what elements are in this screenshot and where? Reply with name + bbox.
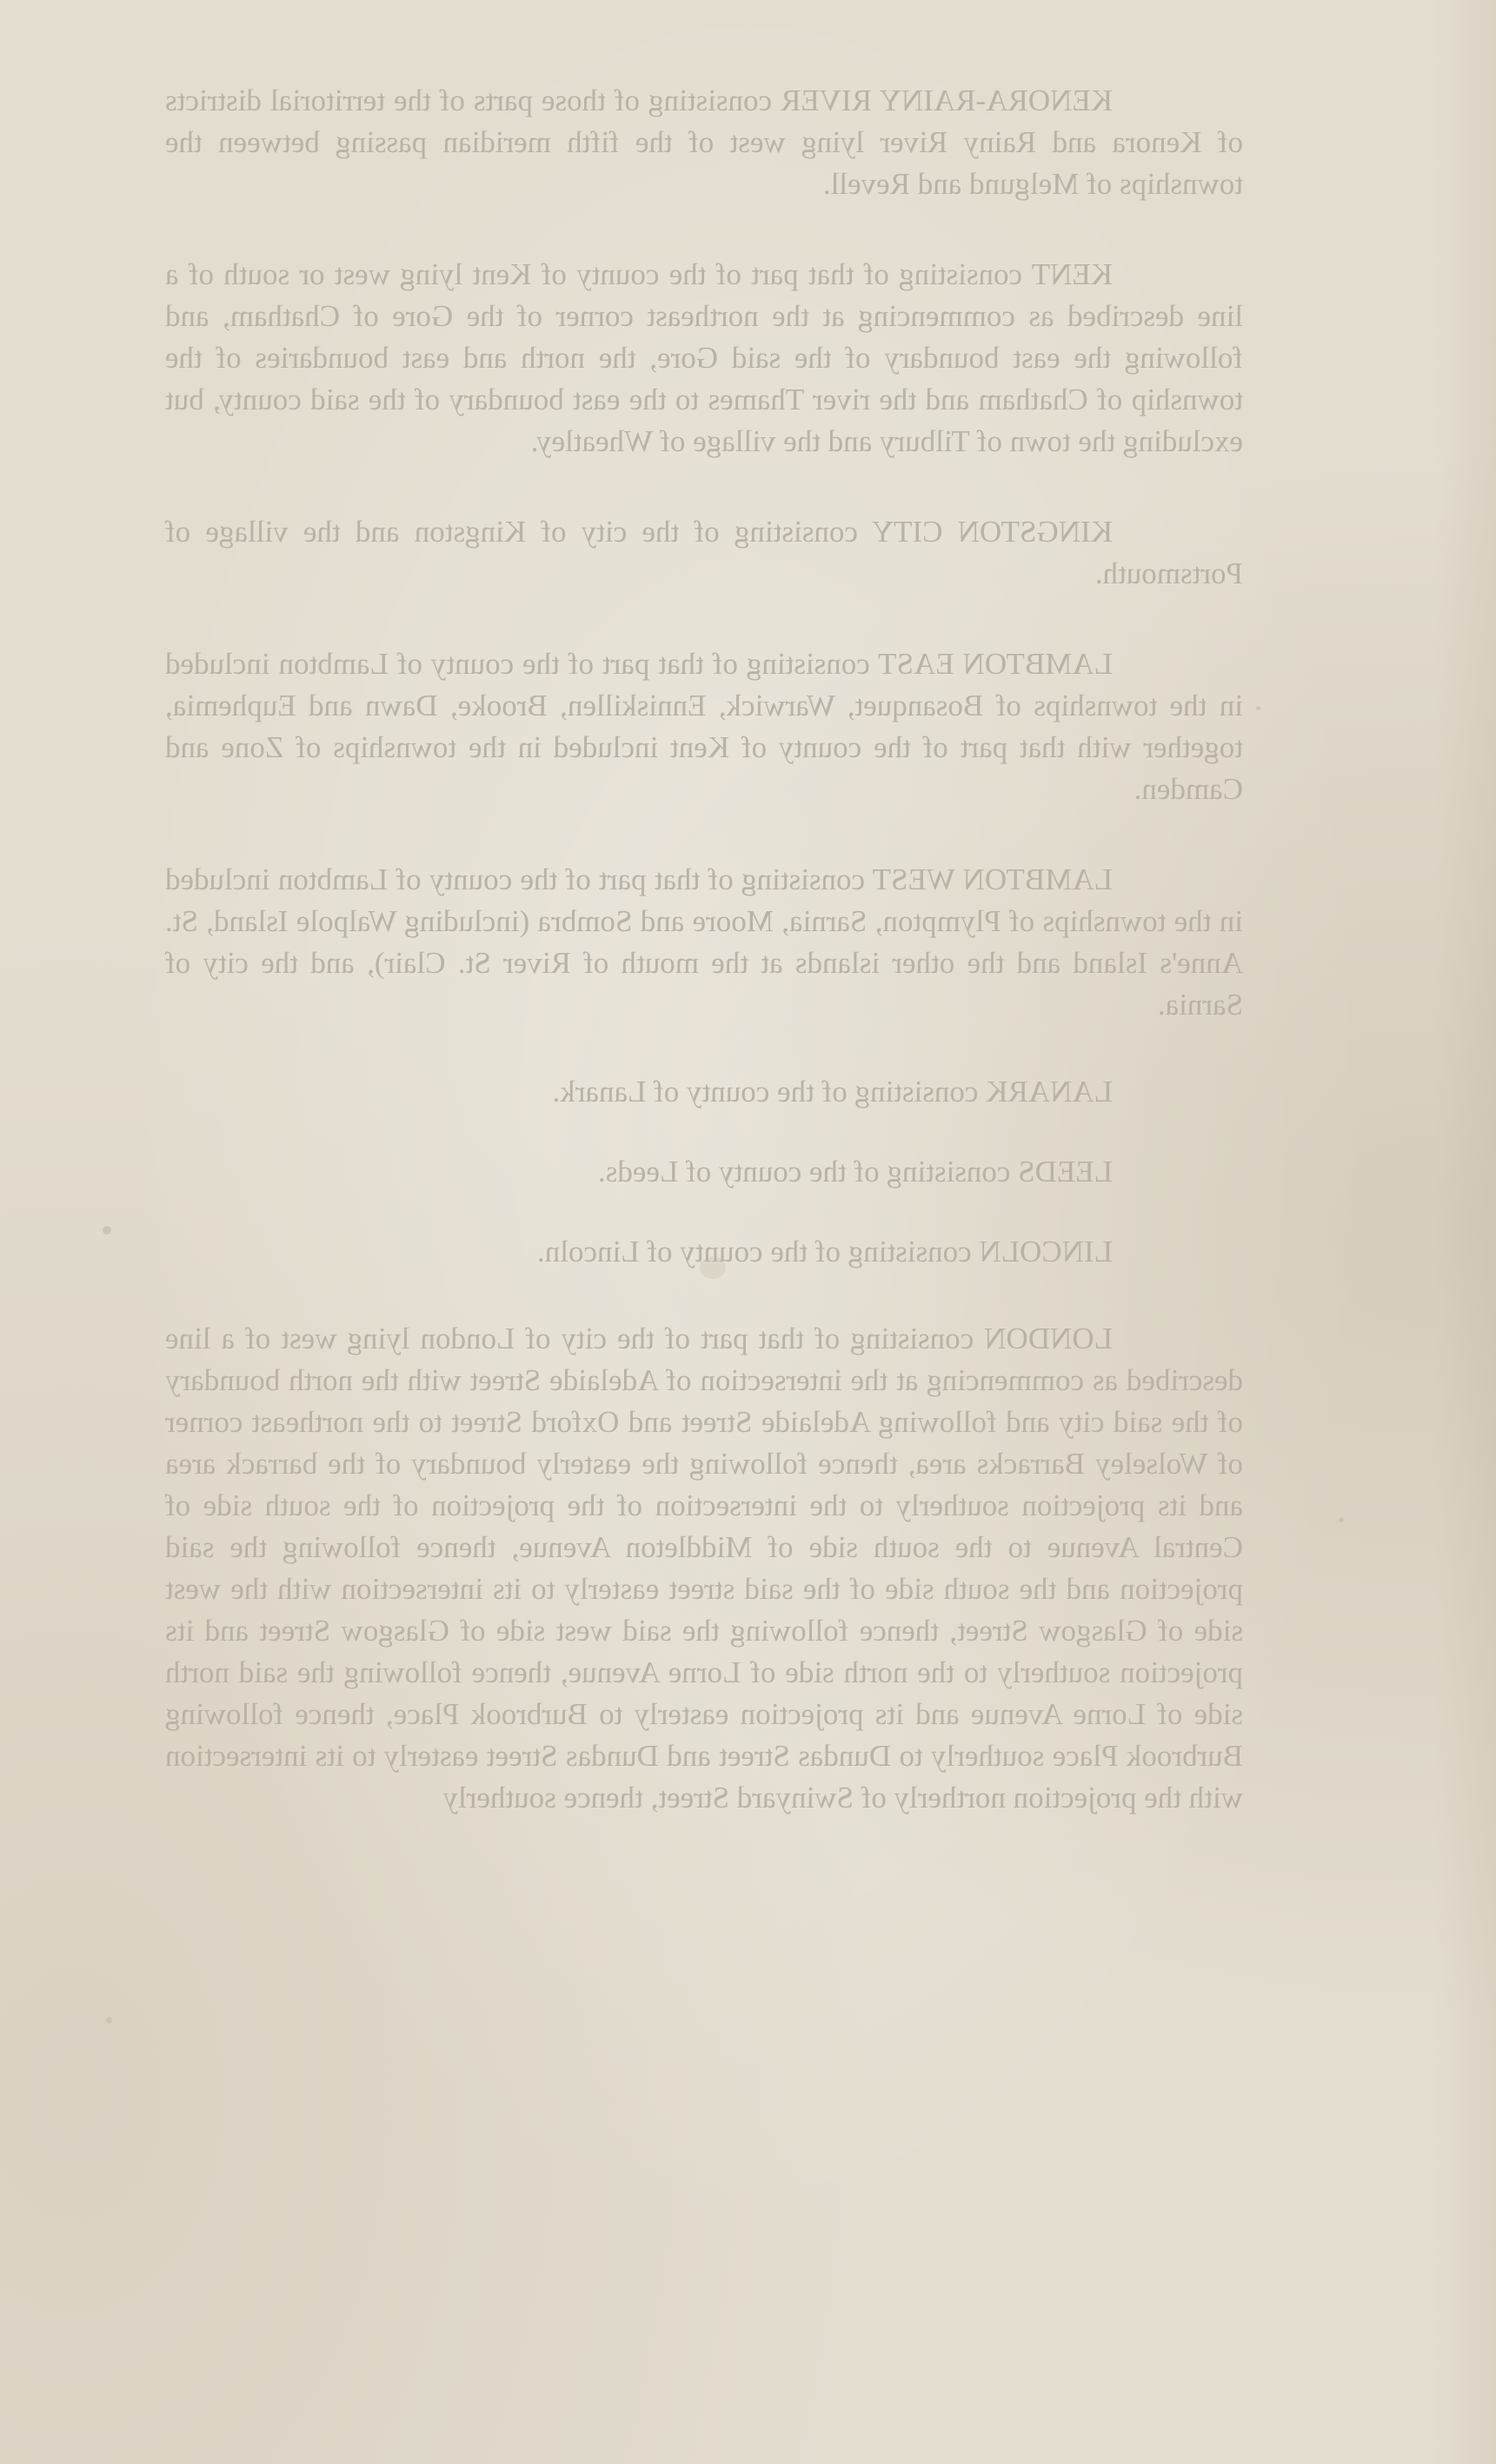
paragraph-leeds: LEEDS consisting of the county of Leeds. xyxy=(598,1155,1113,1189)
paragraph-lanark: LANARK consisting of the county of Lanark. xyxy=(552,1075,1113,1109)
paragraph-kingston: KINGSTON CITY consisting of the city of Kingston and the village of Portsmouth. xyxy=(165,515,1243,590)
paragraph-lincoln: LINCOLN consisting of the county of Lincoln. xyxy=(537,1235,1113,1269)
paragraph-kent: KENT consisting of that part of the county of Kent lying west or south of a line described as commencing at the northeast corner of the Gore of Chatham, and following the east boundary of the said Gore, the north and east boundaries of the township of Chatham and the river Thames to the east boundary of the said county, but excluding the town of Tilbury and the village of Wheatley. xyxy=(165,257,1243,458)
paragraph-london: LONDON consisting of that part of the city of London lying west of a line described as commencing at the intersection of Adelaide Street with the north boundary of the said city and following Adelaide Street and Oxford Street to the northeast corner of Wolseley Barracks area, thence following the easterly boundary of the barrack area and its projection southerly to the intersection of the projection of the south side of Central Avenue to the south side of Middleton Avenue, thence following the said projection and the south side of the said street easterly to its intersection with the west side of Glasgow Street, thence following the said west side of Glasgow Street and its projection southerly to the north side of Lorne Avenue, thence following the said north side of Lorne Avenue and its projection easterly to Burbrook Place, thence following Burbrook Place southerly to Dundas Street and Dundas Street easterly to its intersection with the projection northerly of Swinyard Street, thence southerly xyxy=(165,1322,1243,1815)
paper-speck xyxy=(103,1226,111,1235)
paragraph-kenora: KENORA-RAINY RIVER consisting of those parts of the territorial districts of Kenora and Rainy River lying west of the fifth meridian passing between the townships of Melgund and Revell. xyxy=(165,83,1243,201)
paper-speck xyxy=(106,2017,112,2023)
paragraph-lambton-east: LAMBTON EAST consisting of that part of the county of Lambton included in the townships of Bosanquet, Warwick, Enniskillen, Brooke, Dawn and Euphemia, together with that part of the county of Kent included in the townships of Zone and Camden. xyxy=(165,647,1243,806)
paper-speck xyxy=(1256,706,1260,710)
paper-speck xyxy=(1339,1517,1344,1522)
bleed-through-text xyxy=(165,80,1243,1819)
paragraph-lambton-west: LAMBTON WEST consisting of that part of the county of Lambton included in the townships of Plympton, Sarnia, Moore and Sombra (including Walpole Island, St. Anne's Island and the other islands at the mouth of River St. Clair), and the city of Sarnia. xyxy=(165,862,1243,1022)
page-edge-shadow xyxy=(1435,0,1496,2464)
